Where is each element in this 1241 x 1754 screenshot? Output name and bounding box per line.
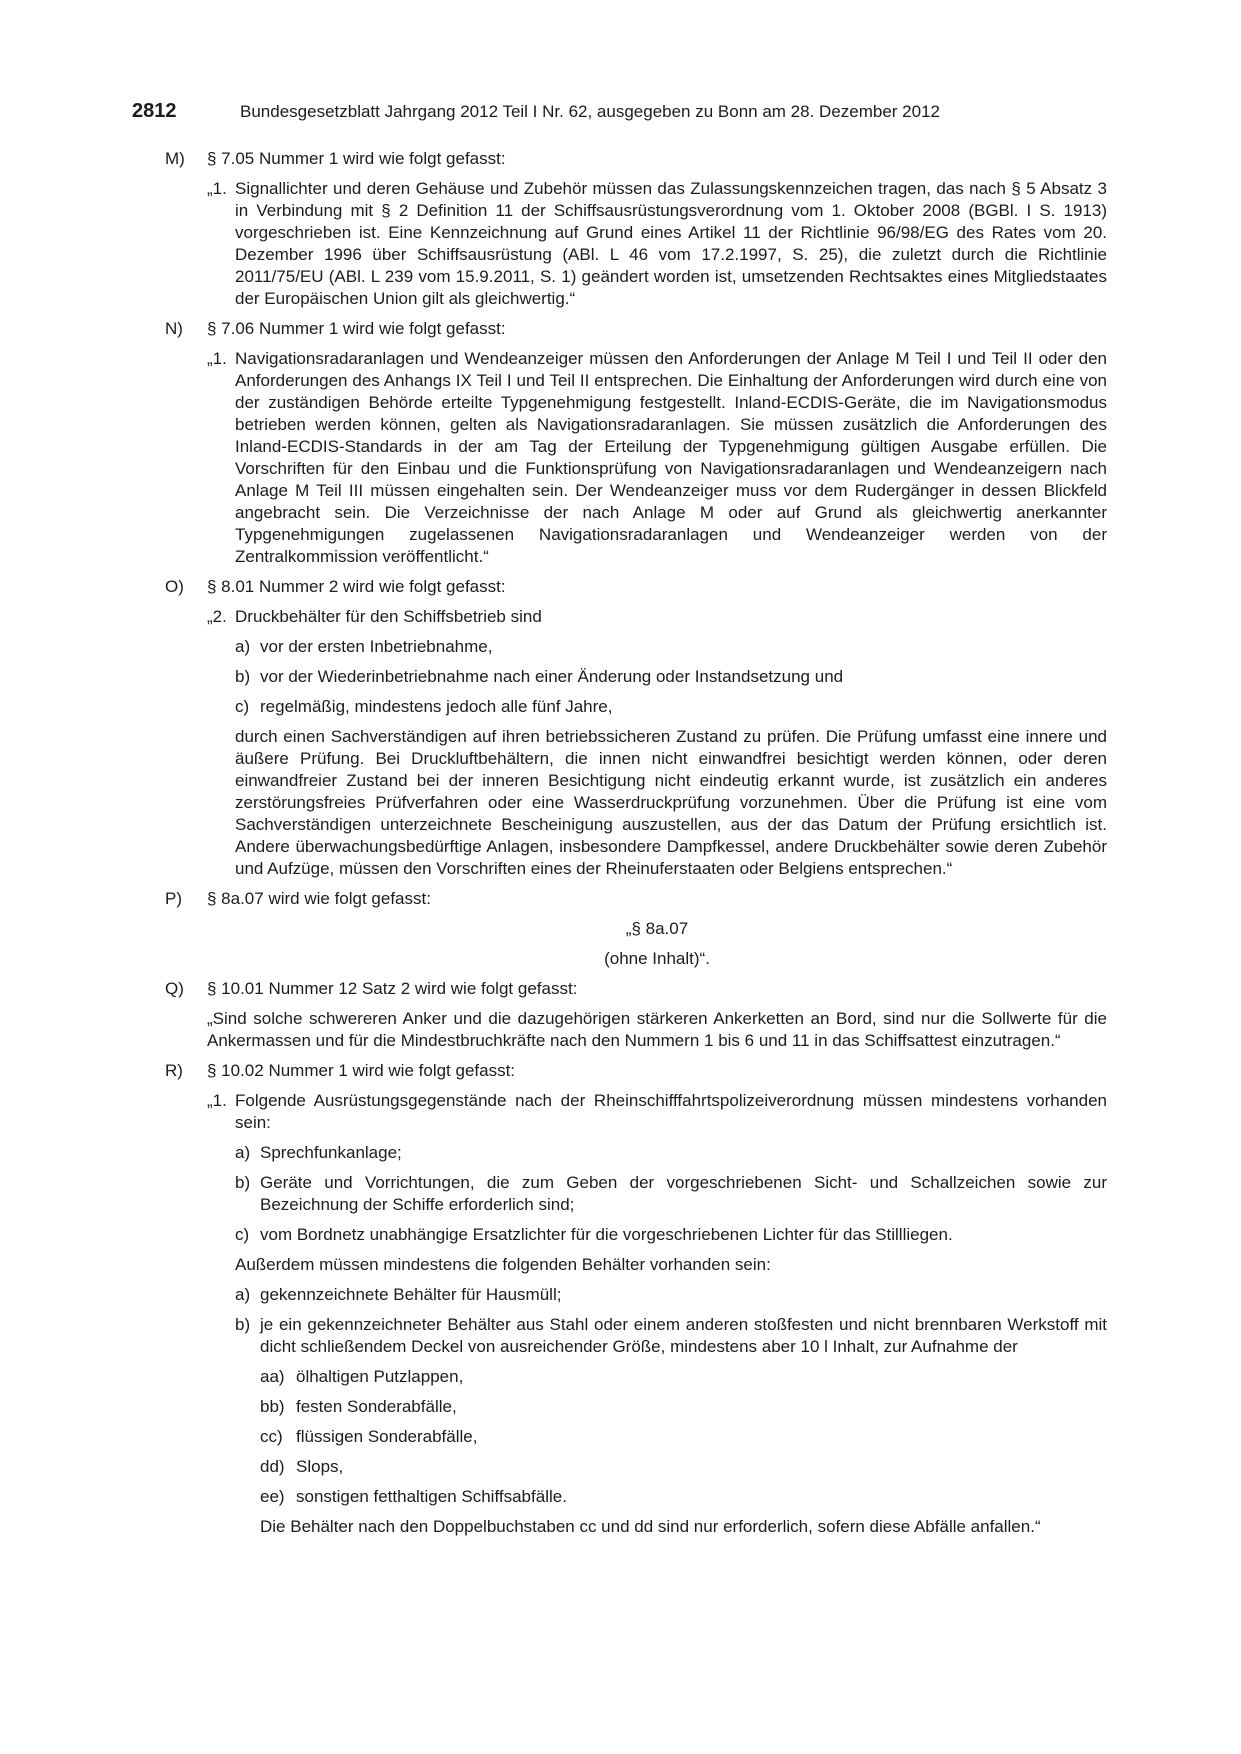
amendment-n xyxy=(0,318,1241,568)
quoted-sentence: „Sind solche schwereren Anker und die dazugehörigen stärkeren Ankerketten an Bord, sind nur die Sollwerte für die Ankermassen und für die Mindestbruchkräfte nach den Nummern 1 bis 6 und 11 in das Schiffsattest einzutragen.“ xyxy=(207,1009,1107,1050)
sublist-text: festen Sonderabfälle, xyxy=(296,1397,457,1416)
provision-text: Druckbehälter für den Schiffsbetrieb sind xyxy=(235,607,542,626)
provision-number: „1. xyxy=(207,349,227,368)
item-marker: O) xyxy=(165,577,184,596)
sublist-label: aa) xyxy=(260,1367,285,1386)
list-label: a) xyxy=(235,637,251,656)
list-item xyxy=(235,666,1107,688)
list-text: Sprechfunkanlage; xyxy=(260,1143,402,1162)
list-label: c) xyxy=(235,1225,250,1244)
list-label: c) xyxy=(235,697,250,716)
sublist-text: Slops, xyxy=(296,1457,344,1476)
item-heading: § 7.05 Nummer 1 wird wie folgt gefasst: xyxy=(207,149,506,168)
item-heading: § 8a.07 wird wie folgt gefasst: xyxy=(207,889,431,908)
list-item xyxy=(235,696,1107,718)
sublist-item xyxy=(260,1426,1107,1448)
item-heading: § 7.06 Nummer 1 wird wie folgt gefasst: xyxy=(207,319,506,338)
item-marker: R) xyxy=(165,1061,183,1080)
closing-paragraph: durch einen Sachverständigen auf ihren betriebssicheren Zustand zu prüfen. Die Prüfung umfasst eine innere und äußere Prüfung. Bei Druckluftbehältern, die innen nicht einwandfrei besichtigt werden können, oder deren einwandfreier Zustand bei der inneren Besichtigung nicht eindeutig erkannt wurde, ist zusätzlich ein anderes zerstörungsfreies Prüfverfahren oder eine Wasserdruckprüfung vorzunehmen. Über die Prüfung ist eine vom Sachverständigen unterzeichnete Bescheinigung auszustellen, aus der das Datum der Prüfung ersichtlich ist. Andere überwachungsbedürftige Anlagen, insbesondere Dampfkessel, andere Druckbehälter sowie deren Zubehör und Aufzüge, müssen den Vorschriften eines der Rheinuferstaaten oder Belgiens entsprechen.“ xyxy=(235,727,1107,878)
page-number: 2812 xyxy=(132,100,177,122)
item-marker: N) xyxy=(165,319,183,338)
list-text: regelmäßig, mindestens jedoch alle fünf Jahre, xyxy=(260,697,613,716)
list-text: vor der Wiederinbetriebnahme nach einer Änderung oder Instandsetzung und xyxy=(260,667,844,686)
list-label: b) xyxy=(235,667,251,686)
quoted-provision xyxy=(207,348,1107,568)
provision-number: „2. xyxy=(207,607,227,626)
provision-text: Folgende Ausrüstungsgegenstände nach der Rheinschifffahrtspolizeiverordnung müssen mindestens vorhanden sein: xyxy=(235,1091,1107,1132)
sublist-item xyxy=(260,1456,1107,1478)
sublist-text: flüssigen Sonderabfälle, xyxy=(296,1427,478,1446)
list-label: b) xyxy=(235,1315,251,1334)
sublist-text: sonstigen fetthaltigen Schiffsabfälle. xyxy=(296,1487,567,1506)
list-text: vor der ersten Inbetriebnahme, xyxy=(260,637,493,656)
sublist-label: dd) xyxy=(260,1457,285,1476)
list-text: vom Bordnetz unabhängige Ersatzlichter für die vorgeschriebenen Lichter für das Stillliegen. xyxy=(260,1225,953,1244)
sublist-item xyxy=(260,1396,1107,1418)
document-body xyxy=(0,148,1241,1546)
list-item xyxy=(235,1314,1107,1358)
quoted-provision xyxy=(207,178,1107,310)
provision-number: „1. xyxy=(207,179,227,198)
list-item xyxy=(235,1172,1107,1216)
sublist-label: cc) xyxy=(260,1427,283,1446)
list-text: gekennzeichnete Behälter für Hausmüll; xyxy=(260,1285,562,1304)
item-marker: P) xyxy=(165,889,182,908)
sublist-label: bb) xyxy=(260,1397,285,1416)
list-text: je ein gekennzeichneter Behälter aus Stahl oder einem anderen stoßfesten und nicht brennbaren Werkstoff mit dicht schließendem Deckel von ausreichender Größe, mindestens aber 10 l Inhalt, zur Aufnahme der xyxy=(260,1315,1107,1356)
item-heading: § 10.02 Nummer 1 wird wie folgt gefasst: xyxy=(207,1061,516,1080)
provision-text: Navigationsradaranlagen und Wendeanzeiger müssen den Anforderungen der Anlage M Teil I und Teil II oder den Anforderungen des Anhangs IX Teil I und Teil II entsprechen. Die Einhaltung der Anforderungen wird durch eine von der zuständigen Behörde erteilte Typgenehmigung festgestellt. Inland-ECDIS-Geräte, die im Navigationsmodus betrieben werden können, gelten als Navigationsradaranlagen. Sie müssen zusätzlich die Anforderungen des Inland-ECDIS-Standards in der am Tag der Erteilung der Typgenehmigung gültigen Ausgabe erfüllen. Die Vorschriften für den Einbau und die Funktionsprüfung von Navigationsradaranlagen und Wendeanzeigern nach Anlage M Teil III müssen eingehalten sein. Der Wendeanzeiger muss vor dem Rudergänger in dessen Blickfeld angebracht sein. Die Verzeichnisse der nach Anlage M oder auf Grund als gleichwertig anerkannter Typgenehmigungen zugelassenen Navigationsradaranlagen und Wendeanzeiger werden von der Zentralkommission veröffentlicht.“ xyxy=(235,349,1107,566)
quoted-provision xyxy=(207,606,1107,628)
amendment-r xyxy=(0,1060,1241,1538)
section-content: (ohne Inhalt)“. xyxy=(604,949,710,968)
item-heading: § 8.01 Nummer 2 wird wie folgt gefasst: xyxy=(207,577,506,596)
closing-paragraph: Die Behälter nach den Doppelbuchstaben cc und dd sind nur erforderlich, sofern diese Abfälle anfallen.“ xyxy=(260,1517,1041,1536)
amendment-q xyxy=(0,978,1241,1052)
sublist-label: ee) xyxy=(260,1487,285,1506)
middle-paragraph: Außerdem müssen mindestens die folgenden Behälter vorhanden sein: xyxy=(235,1255,771,1274)
quoted-provision xyxy=(207,1090,1107,1134)
provision-number: „1. xyxy=(207,1091,227,1110)
list-item xyxy=(235,1224,1107,1246)
list-text: Geräte und Vorrichtungen, die zum Geben der vorgeschriebenen Sicht- und Schallzeichen sowie zur Bezeichnung der Schiffe erforderlich sind; xyxy=(260,1173,1107,1214)
amendment-p xyxy=(0,888,1241,970)
provision-text: Signallichter und deren Gehäuse und Zubehör müssen das Zulassungskennzeichen tragen, das nach § 5 Absatz 3 in Verbindung mit § 2 Definition 11 der Schiffsausrüstungsverordnung vom 1. Oktober 2008 (BGBl. I S. 1913) vorgeschrieben ist. Eine Kennzeichnung auf Grund eines Artikel 11 der Richtlinie 96/98/EG des Rates vom 20. Dezember 1996 über Schiffsausrüstung (ABl. L 46 vom 17.2.1997, S. 25), die zuletzt durch die Richtlinie 2011/75/EU (ABl. L 239 vom 15.9.2011, S. 1) geändert worden ist, umsetzenden Rechtsaktes eines Mitgliedstaates der Europäischen Union gilt als gleichwertig.“ xyxy=(235,179,1107,308)
list-item xyxy=(235,636,1107,658)
sublist-item xyxy=(260,1486,1107,1508)
amendment-o xyxy=(0,576,1241,880)
sublist-item xyxy=(260,1366,1107,1388)
list-item xyxy=(235,1284,1107,1306)
gazette-title: Bundesgesetzblatt Jahrgang 2012 Teil I Nr. 62, ausgegeben zu Bonn am 28. Dezember 2012 xyxy=(240,102,940,121)
sublist-text: ölhaltigen Putzlappen, xyxy=(296,1367,464,1386)
list-label: b) xyxy=(235,1173,251,1192)
list-label: a) xyxy=(235,1285,251,1304)
item-heading: § 10.01 Nummer 12 Satz 2 wird wie folgt gefasst: xyxy=(207,979,578,998)
item-marker: M) xyxy=(165,149,185,168)
section-title: „§ 8a.07 xyxy=(625,919,689,938)
list-item xyxy=(235,1142,1107,1164)
list-label: a) xyxy=(235,1143,251,1162)
item-marker: Q) xyxy=(165,979,184,998)
amendment-m xyxy=(0,148,1241,310)
